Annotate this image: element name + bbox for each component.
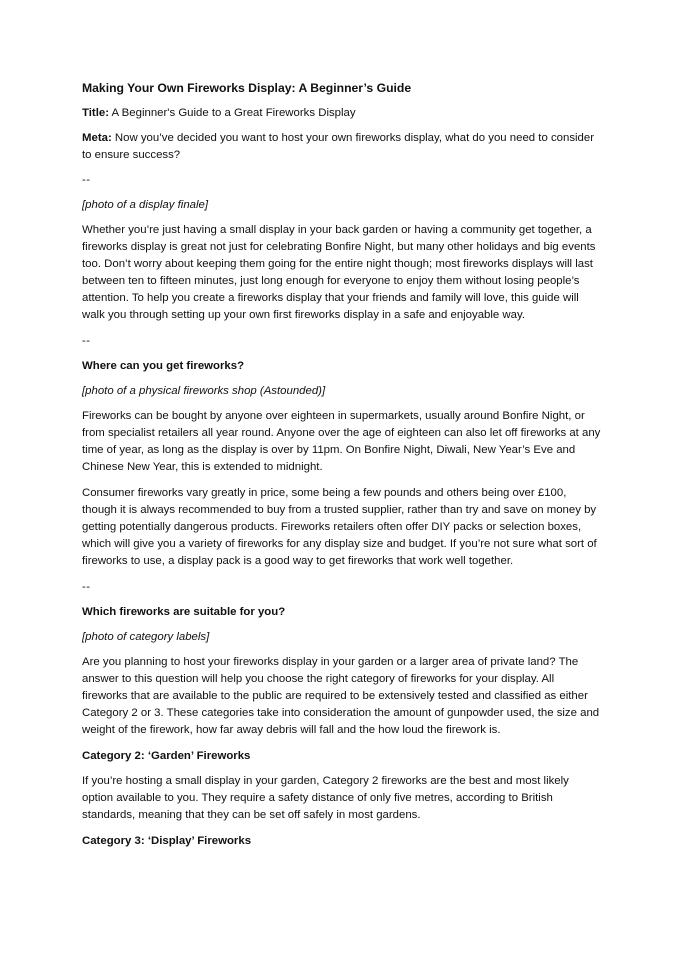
- separator: --: [82, 581, 91, 593]
- photo-placeholder-finale: [photo of a display finale]: [82, 199, 209, 211]
- title-line: [82, 105, 602, 122]
- paragraph-where-1: Fireworks can be bought by anyone over eighteen in supermarkets, usually around Bonfire Night, or from specialist retailers all year round. Anyone over the age of eighteen can also let off fireworks at any time of year, as long as the display is over by 11pm. On Bonfire Night, Diwali, New Year’s Eve and Chinese New Year, this is extended to midnight.: [82, 410, 601, 473]
- paragraph-where-2: Consumer fireworks vary greatly in price, some being a few pounds and others being over £100, though it is always recommended to buy from a trusted supplier, rather than try and save on money by getting potentially dangerous products. Fireworks retailers often offer DIY packs or selection boxes, which will give you a variety of fireworks for any display size and budget. If you’re not sure what sort of fireworks to use, a display pack is a good way to get fireworks that work well together.: [82, 487, 597, 567]
- title-label: Title:: [82, 107, 110, 119]
- photo-placeholder-labels: [photo of category labels]: [82, 631, 210, 643]
- separator: --: [82, 174, 91, 186]
- title-value: A Beginner's Guide to a Great Fireworks Display: [109, 107, 356, 119]
- photo-placeholder-shop: [photo of a physical fireworks shop (Astounded)]: [82, 385, 326, 397]
- section-heading-where: Where can you get fireworks?: [82, 360, 245, 372]
- category-2-paragraph: If you’re hosting a small display in your garden, Category 2 fireworks are the best and most likely option available to you. They require a safety distance of only five metres, according to British standards, meaning that they can be set off safely in most gardens.: [82, 775, 569, 821]
- meta-line: [82, 130, 602, 164]
- section-heading-which: Which fireworks are suitable for you?: [82, 606, 286, 618]
- paragraph-which-1: Are you planning to host your fireworks display in your garden or a larger area of private land? The answer to this question will help you choose the right category of fireworks for your display. All fireworks that are available to the public are required to be extensively tested and classified as either Category 2 or 3. These categories take into consideration the amount of gunpowder used, the size and weight of the firework, how far away debris will fall and the how loud the firework is.: [82, 656, 600, 736]
- category-2-heading: Category 2: ‘Garden’ Fireworks: [82, 750, 251, 762]
- document-heading: Making Your Own Fireworks Display: A Beginner’s Guide: [82, 81, 412, 95]
- separator: --: [82, 335, 91, 347]
- category-3-heading: Category 3: ‘Display’ Fireworks: [82, 835, 252, 847]
- meta-value: Now you’ve decided you want to host your own fireworks display, what do you need to consider to ensure success?: [82, 132, 595, 161]
- intro-paragraph: Whether you’re just having a small display in your back garden or having a community get together, a fireworks display is great not just for celebrating Bonfire Night, but many other holidays and big events too. Don’t worry about keeping them going for the entire night though; most fireworks displays will last between ten to fifteen minutes, just long enough for everyone to enjoy them without losing people’s attention. To help you create a fireworks display that your friends and family will love, this guide will walk you through setting up your own first fireworks display in a safe and enjoyable way.: [82, 224, 596, 321]
- meta-label: Meta:: [82, 132, 112, 144]
- document-page: [82, 80, 602, 850]
